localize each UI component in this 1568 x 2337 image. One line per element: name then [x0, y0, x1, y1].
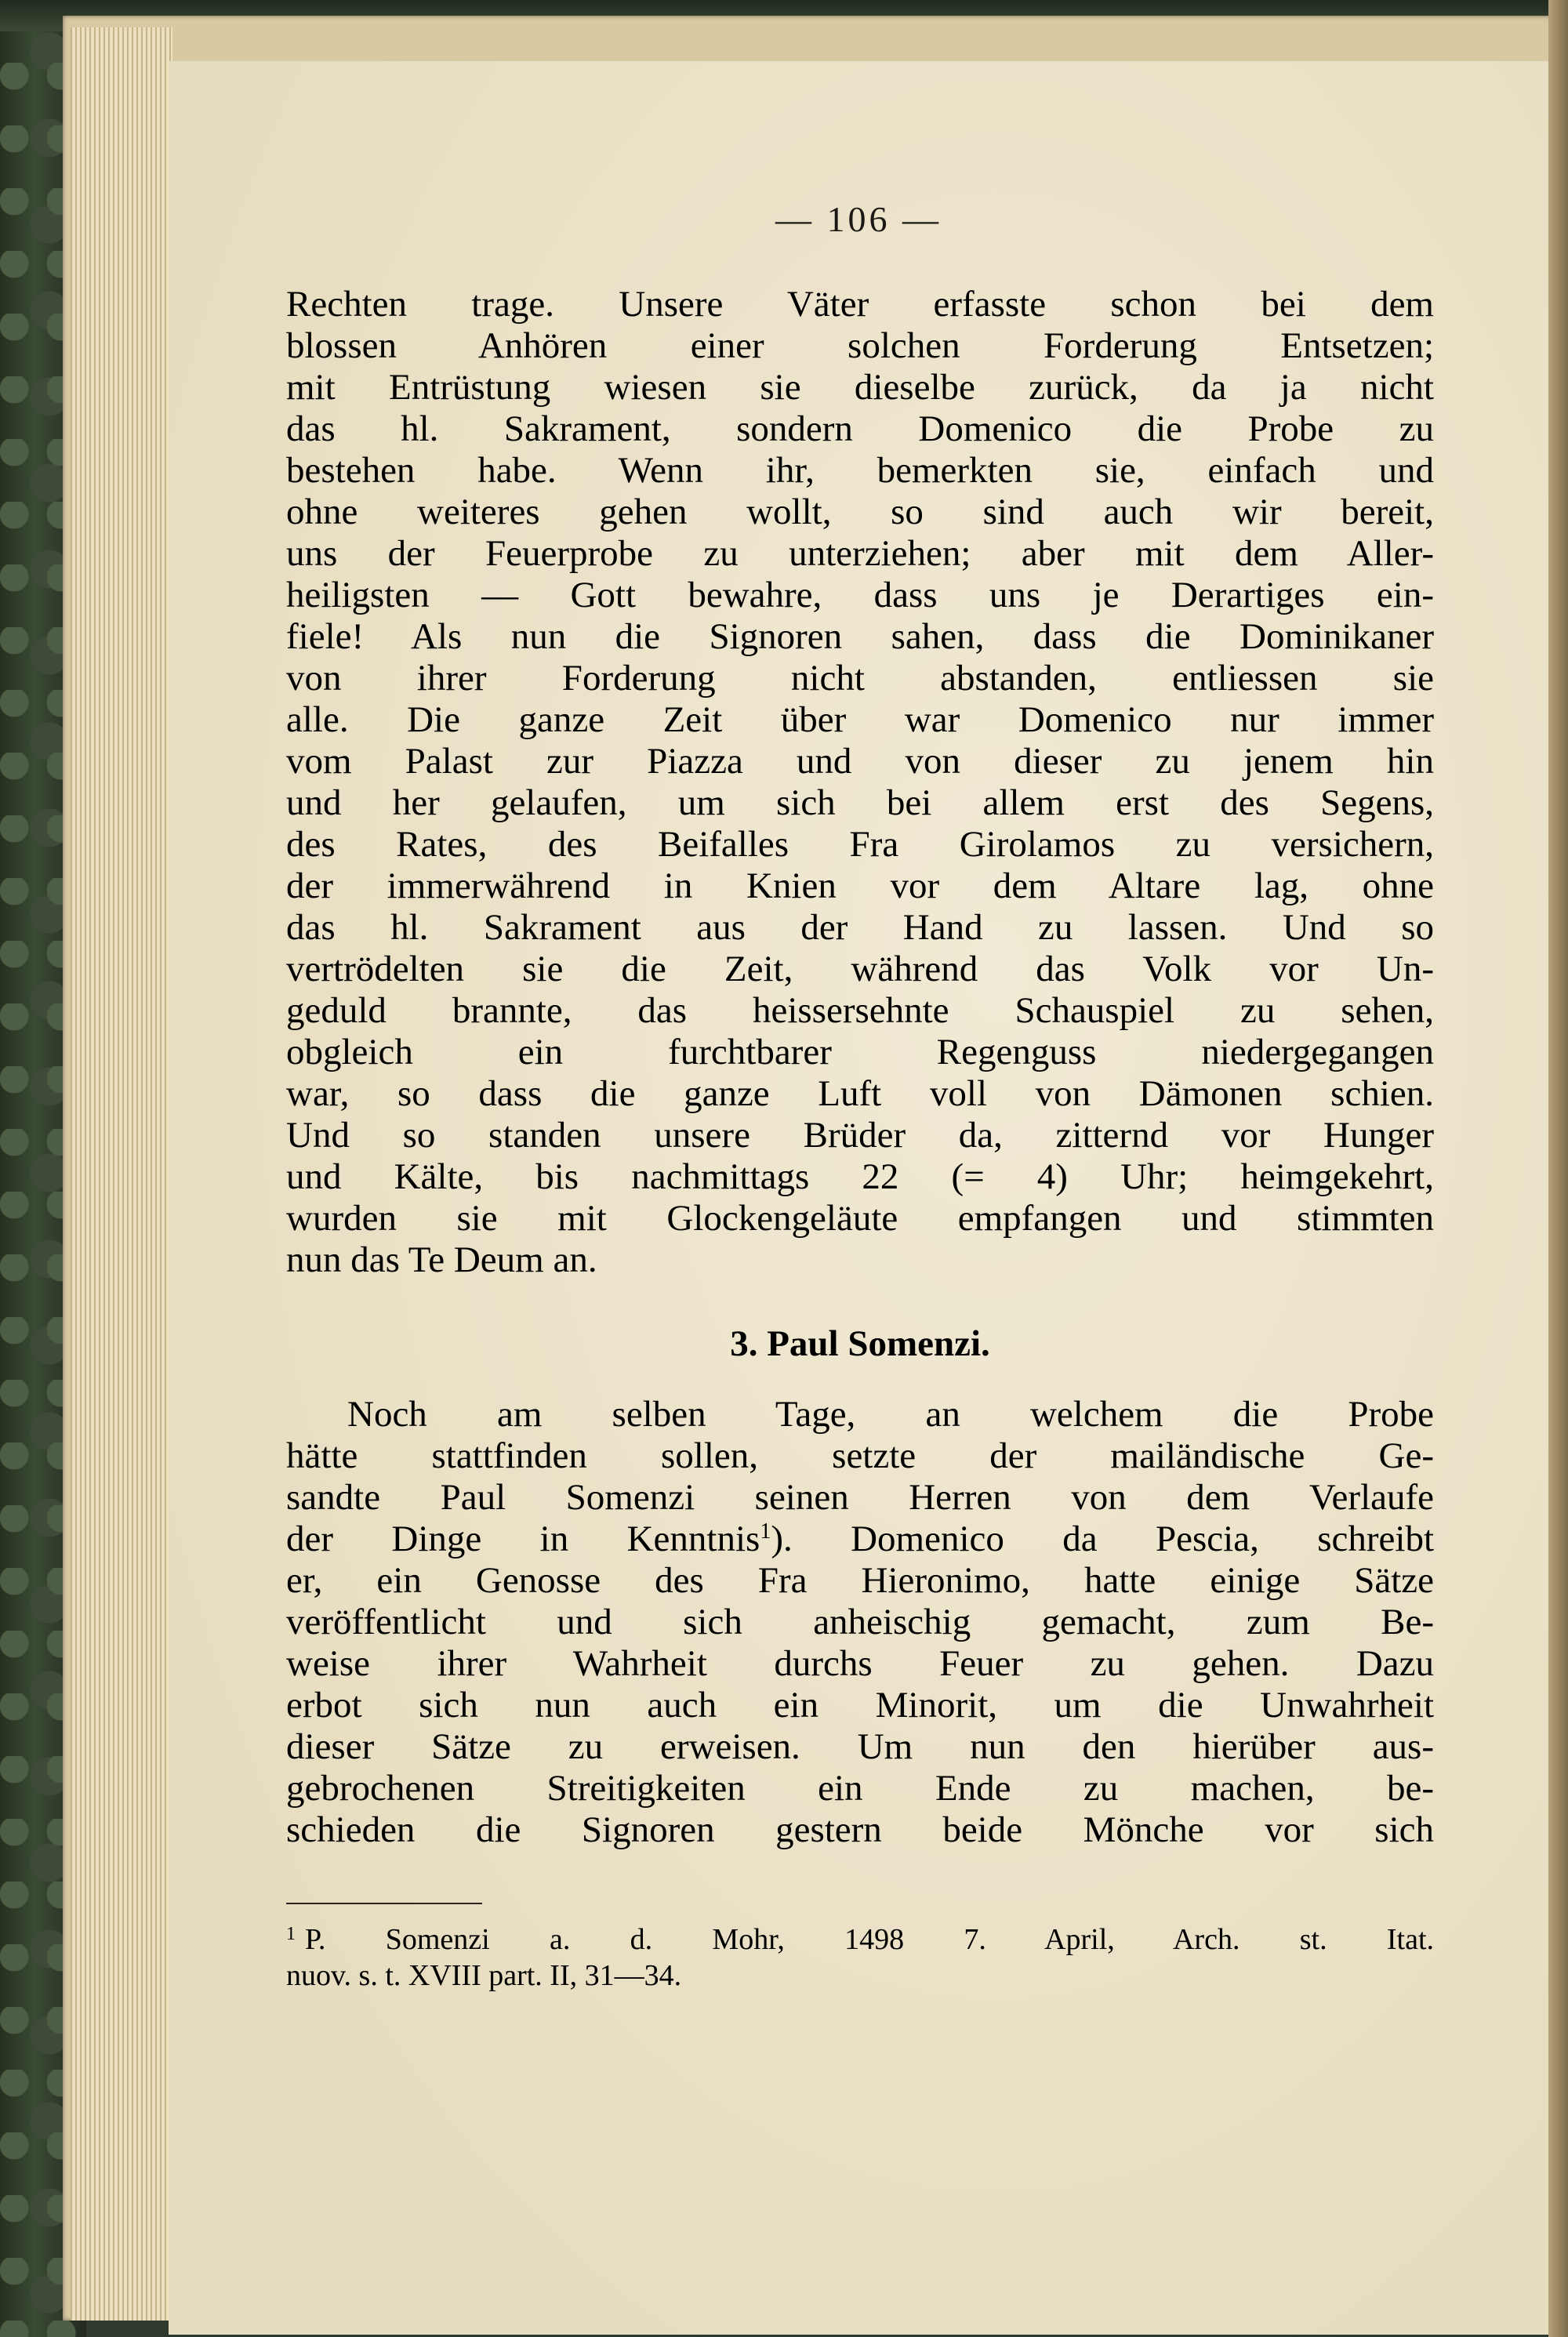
paragraph-2 [286, 1394, 1434, 1851]
text-line: und Kälte, bis nachmittags 22 (= 4) Uhr; heimgekehrt, [286, 1156, 1434, 1197]
footnote-divider [286, 1903, 482, 1904]
text-line: mit Entrüstung wiesen sie dieselbe zurück, da ja nicht [286, 367, 1434, 408]
page-number: — 106 — [775, 199, 942, 239]
text-line: Noch am selben Tage, an welchem die Probe [347, 1394, 1434, 1435]
text-line: hätte stattfinden sollen, setzte der mailändische Ge- [286, 1435, 1434, 1476]
text-line: geduld brannte, das heissersehnte Schauspiel zu sehen, [286, 990, 1434, 1031]
text-line: veröffentlicht und sich anheischig gemacht, zum Be- [286, 1602, 1434, 1642]
book-right-edge [1548, 0, 1568, 2337]
text-fragment: ). Domenico da Pescia, schreibt [771, 1519, 1434, 1559]
text-line: er, ein Genosse des Fra Hieronimo, hatte einige Sätze [286, 1560, 1434, 1601]
text-line: blossen Anhören einer solchen Forderung Entsetzen; [286, 325, 1434, 366]
text-line: schieden die Signoren gestern beide Mönche vor sich [286, 1809, 1434, 1850]
text-line: von ihrer Forderung nicht abstanden, entliessen sie [286, 658, 1434, 699]
text-line: bestehen habe. Wenn ihr, bemerkten sie, einfach und [286, 450, 1434, 491]
text-line: der immerwährend in Knien vor dem Altare lag, ohne [286, 865, 1434, 906]
text-line [286, 1519, 1434, 1560]
footnote-reference[interactable]: 1 [760, 1519, 771, 1544]
text-line: Rechten trage. Unsere Väter erfasste schon bei dem [286, 284, 1434, 325]
text-line: dieser Sätze zu erweisen. Um nun den hierüber aus- [286, 1726, 1434, 1767]
text-line: obgleich ein furchtbarer Regenguss niedergegangen [286, 1032, 1434, 1072]
text-line: des Rates, des Beifalles Fra Girolamos zu versichern, [286, 824, 1434, 865]
text-line: vom Palast zur Piazza und von dieser zu jenem hin [286, 741, 1434, 782]
text-line: das hl. Sakrament, sondern Domenico die Probe zu [286, 408, 1434, 449]
footnote-text: P. Somenzi a. d. Mohr, 1498 7. April, Arch. st. Itat. [305, 1923, 1434, 1956]
text-line: weise ihrer Wahrheit durchs Feuer zu gehen. Dazu [286, 1643, 1434, 1684]
main-text [286, 284, 1434, 1851]
text-line: Und so standen unsere Brüder da, zitternd vor Hunger [286, 1115, 1434, 1156]
text-line: heiligsten — Gott bewahre, dass uns je Derartiges ein- [286, 575, 1434, 615]
section-heading: 3. Paul Somenzi. [730, 1323, 990, 1364]
footnotes [286, 1916, 1434, 1994]
text-line: uns der Feuerprobe zu unterziehen; aber mit dem Aller- [286, 533, 1434, 574]
footnote-line: nuov. s. t. XVIII part. II, 31—34. [286, 1959, 682, 1992]
text-fragment: der Dinge in Kenntnis [286, 1519, 760, 1559]
text-line: erbot sich nun auch ein Minorit, um die Unwahrheit [286, 1685, 1434, 1726]
text-line: und her gelaufen, um sich bei allem erst des Segens, [286, 782, 1434, 823]
text-line: das hl. Sakrament aus der Hand zu lassen. Und so [286, 907, 1434, 948]
footnote-line [286, 1916, 1434, 1958]
text-line: wurden sie mit Glockengeläute empfangen und stimmten [286, 1198, 1434, 1239]
text-line: alle. Die ganze Zeit über war Domenico nur immer [286, 699, 1434, 740]
text-line: gebrochenen Streitigkeiten ein Ende zu machen, be- [286, 1768, 1434, 1809]
text-line: sandte Paul Somenzi seinen Herren von dem Verlaufe [286, 1477, 1434, 1518]
text-line: ohne weiteres gehen wollt, so sind auch wir bereit, [286, 492, 1434, 532]
text-line: vertrödelten sie die Zeit, während das Volk vor Un- [286, 949, 1434, 989]
text-line: war, so dass die ganze Luft voll von Dämonen schien. [286, 1073, 1434, 1114]
text-line: fiele! Als nun die Signoren sahen, dass die Dominikaner [286, 616, 1434, 657]
footnote-marker: 1 [286, 1924, 296, 1944]
text-line: nun das Te Deum an. [286, 1239, 597, 1280]
paragraph-1 [286, 284, 1434, 1281]
